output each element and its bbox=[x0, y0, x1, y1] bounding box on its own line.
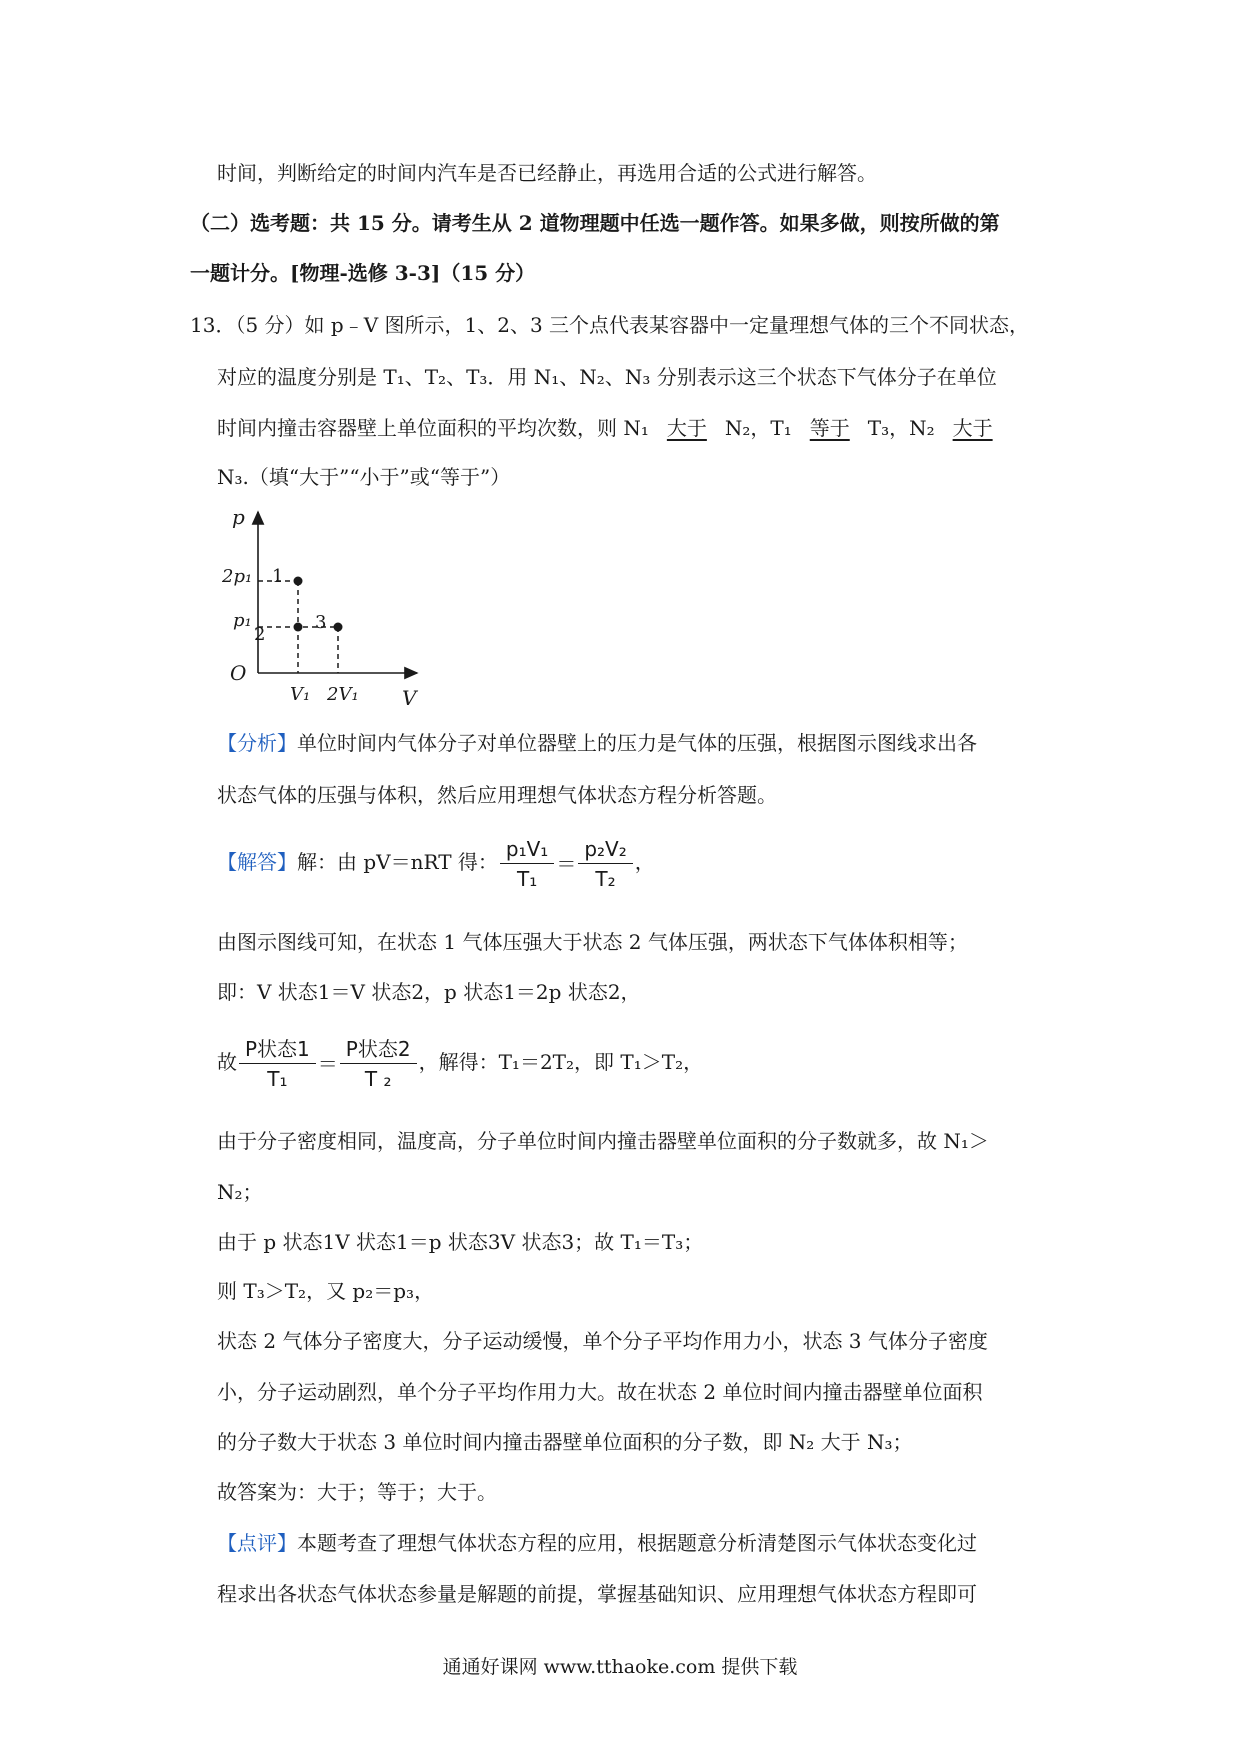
solution-line: N₂； bbox=[217, 1180, 263, 1204]
q13-text: T₃，N₂ bbox=[867, 416, 935, 440]
x-tick-2v1: 2V₁ bbox=[327, 684, 359, 705]
y-axis-label: p bbox=[232, 505, 245, 529]
answer-blank-1: 大于 bbox=[666, 416, 707, 440]
solution-line: 即：V 状态1＝V 状态2，p 状态1＝2p 状态2， bbox=[217, 980, 641, 1004]
point-1-label: 1 bbox=[272, 566, 284, 587]
question-13-line2: 对应的温度分别是 T₁、T₂、T₃．用 N₁、N₂、N₃ 分别表示这三个状态下气体分子在单位 bbox=[217, 365, 997, 389]
analysis-line2: 状态气体的压强与体积，然后应用理想气体状态方程分析答题。 bbox=[217, 783, 777, 807]
state-point-2 bbox=[294, 623, 303, 632]
y-tick-2p1: 2p₁ bbox=[222, 566, 253, 587]
comment-line1 bbox=[217, 1529, 977, 1557]
solution-fraction-line: 故 $\frac{\text{P状态1}}{\text{T₁}}$ ＝ $\frac{\text{P状态2}}{\text{T ₂}}$ ，解得：T₁＝2T₂，即 T₁＞T₂， bbox=[217, 1036, 704, 1091]
analysis-line1 bbox=[217, 729, 977, 757]
solution-line: 状态 2 气体分子密度大，分子运动缓慢，单个分子平均作用力小，状态 3 气体分子密度 bbox=[217, 1329, 988, 1353]
state-point-1 bbox=[294, 577, 303, 586]
point-3-label: 3 bbox=[315, 612, 327, 633]
solution-conclusion: 故答案为：大于；等于；大于。 bbox=[217, 1480, 497, 1504]
state-point-3 bbox=[334, 623, 343, 632]
y-tick-p1: p₁ bbox=[233, 610, 252, 631]
answer-intro: 解：由 pV＝nRT 得： bbox=[297, 850, 498, 874]
question-13-line3 bbox=[217, 414, 1011, 442]
fraction-p2v2-t2: $\frac{\text{p₂V₂}}{\text{T₂}}$ bbox=[578, 836, 632, 892]
section-heading-cont: 一题计分。[物理-选修 3-3]（15 分） bbox=[190, 261, 536, 285]
solution-line: 由于 p 状态1V 状态1＝p 状态3V 状态3；故 T₁＝T₃； bbox=[217, 1230, 704, 1254]
answer-line: 【解答】解：由 pV＝nRT 得： $\frac{\text{p₁V₁}}{\text{T₁}}$ ＝ $\frac{\text{p₂V₂}}{\text{T₂}}$ ， bbox=[217, 836, 655, 891]
solution-line: 则 T₃＞T₂，又 p₂＝p₃， bbox=[217, 1279, 435, 1303]
question-13-line4: N₃.（填“大于”“小于”或“等于”） bbox=[217, 465, 511, 489]
solution-line: 由于分子密度相同，温度高，分子单位时间内撞击器壁单位面积的分子数就多，故 N₁＞ bbox=[217, 1129, 989, 1153]
answer-blank-2: 等于 bbox=[809, 416, 850, 440]
analysis-tag: 【分析】 bbox=[217, 731, 297, 755]
page-footer: 通通好课网 www.tthaoke.com 提供下载 bbox=[442, 1656, 798, 1678]
origin-label: O bbox=[230, 661, 247, 685]
section-heading: （二）选考题：共 15 分。请考生从 2 道物理题中任选一题作答。如果多做，则按所做的第 bbox=[190, 211, 1000, 235]
solution-line: 由图示图线可知，在状态 1 气体压强大于状态 2 气体压强，两状态下气体体积相等； bbox=[217, 930, 968, 954]
comment-tag: 【点评】 bbox=[217, 1531, 297, 1555]
fraction-state1: $\frac{\text{P状态1}}{\text{T₁}}$ bbox=[239, 1036, 316, 1092]
fraction-state2: $\frac{\text{P状态2}}{\text{T ₂}}$ bbox=[340, 1036, 417, 1092]
x-tick-v1: V₁ bbox=[290, 684, 311, 705]
fraction-p1v1-t1: $\frac{\text{p₁V₁}}{\text{T₁}}$ bbox=[500, 836, 554, 892]
text-line: 时间，判断给定的时间内汽车是否已经静止，再选用合适的公式进行解答。 bbox=[217, 161, 877, 185]
q13-text: N₂，T₁ bbox=[724, 416, 792, 440]
comment-line2: 程求出各状态气体状态参量是解题的前提，掌握基础知识、应用理想气体状态方程即可 bbox=[217, 1582, 977, 1606]
solution-line: 小，分子运动剧烈，单个分子平均作用力大。故在状态 2 单位时间内撞击器壁单位面积 bbox=[217, 1380, 983, 1404]
answer-blank-3: 大于 bbox=[952, 416, 993, 440]
q13-text: 时间内撞击容器壁上单位面积的平均次数，则 N₁ bbox=[217, 416, 649, 440]
solution-line: 的分子数大于状态 3 单位时间内撞击器壁单位面积的分子数，即 N₂ 大于 N₃； bbox=[217, 1430, 913, 1454]
pv-diagram bbox=[212, 500, 422, 715]
answer-tag: 【解答】 bbox=[217, 850, 297, 874]
point-2-label: 2 bbox=[254, 624, 266, 645]
comment-text: 本题考查了理想气体状态方程的应用，根据题意分析清楚图示气体状态变化过 bbox=[297, 1531, 977, 1555]
question-13-line1: 13．（5 分）如 p﹣V 图所示，1、2、3 三个点代表某容器中一定量理想气体的三个不同状态， bbox=[190, 313, 1030, 337]
x-axis-label: V bbox=[402, 686, 417, 710]
analysis-text: 单位时间内气体分子对单位器壁上的压力是气体的压强，根据图示图线求出各 bbox=[297, 731, 977, 755]
